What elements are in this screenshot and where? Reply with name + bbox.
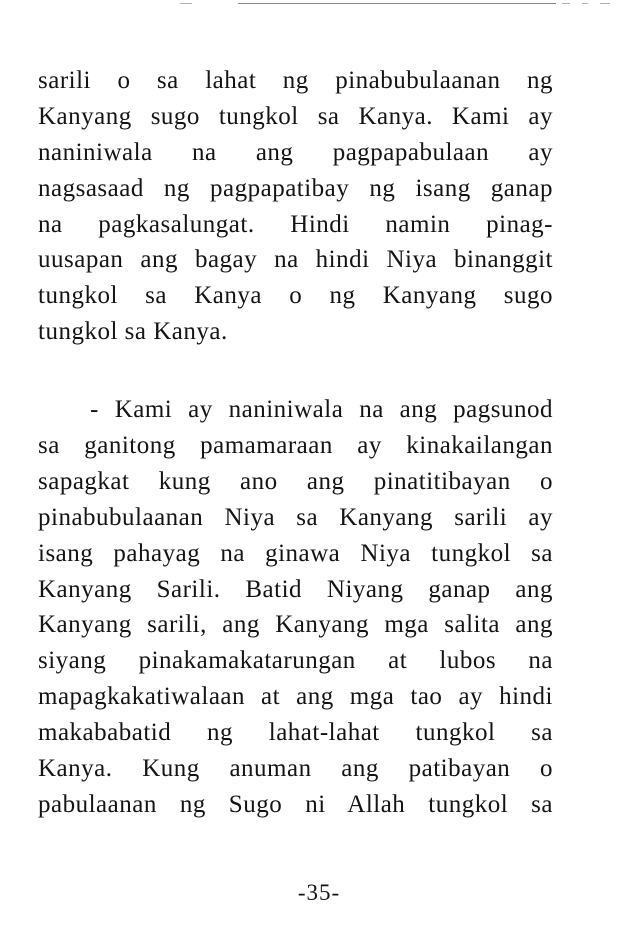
text-line: na pagkasalungat. Hindi namin pinag- bbox=[38, 210, 553, 238]
text-line: Kanyang Sarili. Batid Niyang ganap ang bbox=[38, 575, 553, 603]
text-line: uusapan ang bagay na hindi Niya binanggit bbox=[38, 246, 553, 274]
text-line: isang pahayag na ginawa Niya tungkol sa bbox=[38, 539, 553, 567]
text-line: tungkol sa Kanya o ng Kanyang sugo bbox=[38, 282, 553, 310]
text-line: sa ganitong pamamaraan ay kinakailangan bbox=[38, 432, 553, 460]
text-line: naniniwala na ang pagpapabulaan ay bbox=[38, 138, 553, 166]
page-body bbox=[38, 63, 553, 823]
text-line: nagsasaad ng pagpapatibay ng isang ganap bbox=[38, 174, 553, 202]
text-line: pinabubulaanan Niya sa Kanyang sarili ay bbox=[38, 503, 553, 531]
text-line: Kanyang sarili, ang Kanyang mga salita ang bbox=[38, 611, 553, 639]
text-line: pabulaanan ng Sugo ni Allah tungkol sa bbox=[38, 790, 553, 818]
text-line: siyang pinakamakatarungan at lubos na bbox=[38, 647, 553, 675]
paragraph-2 bbox=[38, 392, 553, 823]
text-line: makababatid ng lahat-lahat tungkol sa bbox=[38, 719, 553, 747]
page-number: -35- bbox=[297, 880, 341, 905]
top-rule-fragment bbox=[600, 3, 610, 4]
top-rule-fragment bbox=[582, 3, 588, 4]
top-rule bbox=[238, 3, 556, 4]
text-line: sarili o sa lahat ng pinabubulaanan ng bbox=[38, 67, 553, 94]
text-line: Kanya. Kung anuman ang patibayan o bbox=[38, 755, 553, 783]
top-rule-fragment bbox=[562, 3, 570, 4]
paragraph-1 bbox=[38, 63, 553, 350]
text-line: tungkol sa Kanya. bbox=[38, 318, 228, 346]
top-rule-fragment bbox=[180, 3, 192, 4]
text-line: - Kami ay naniniwala na ang pagsunod bbox=[90, 396, 553, 424]
text-line: sapagkat kung ano ang pinatitibayan o bbox=[38, 467, 553, 495]
text-line: Kanyang sugo tungkol sa Kanya. Kami ay bbox=[38, 102, 553, 130]
paragraph-gap bbox=[38, 350, 553, 392]
text-line: mapagkakatiwalaan at ang mga tao ay hindi bbox=[38, 683, 553, 711]
